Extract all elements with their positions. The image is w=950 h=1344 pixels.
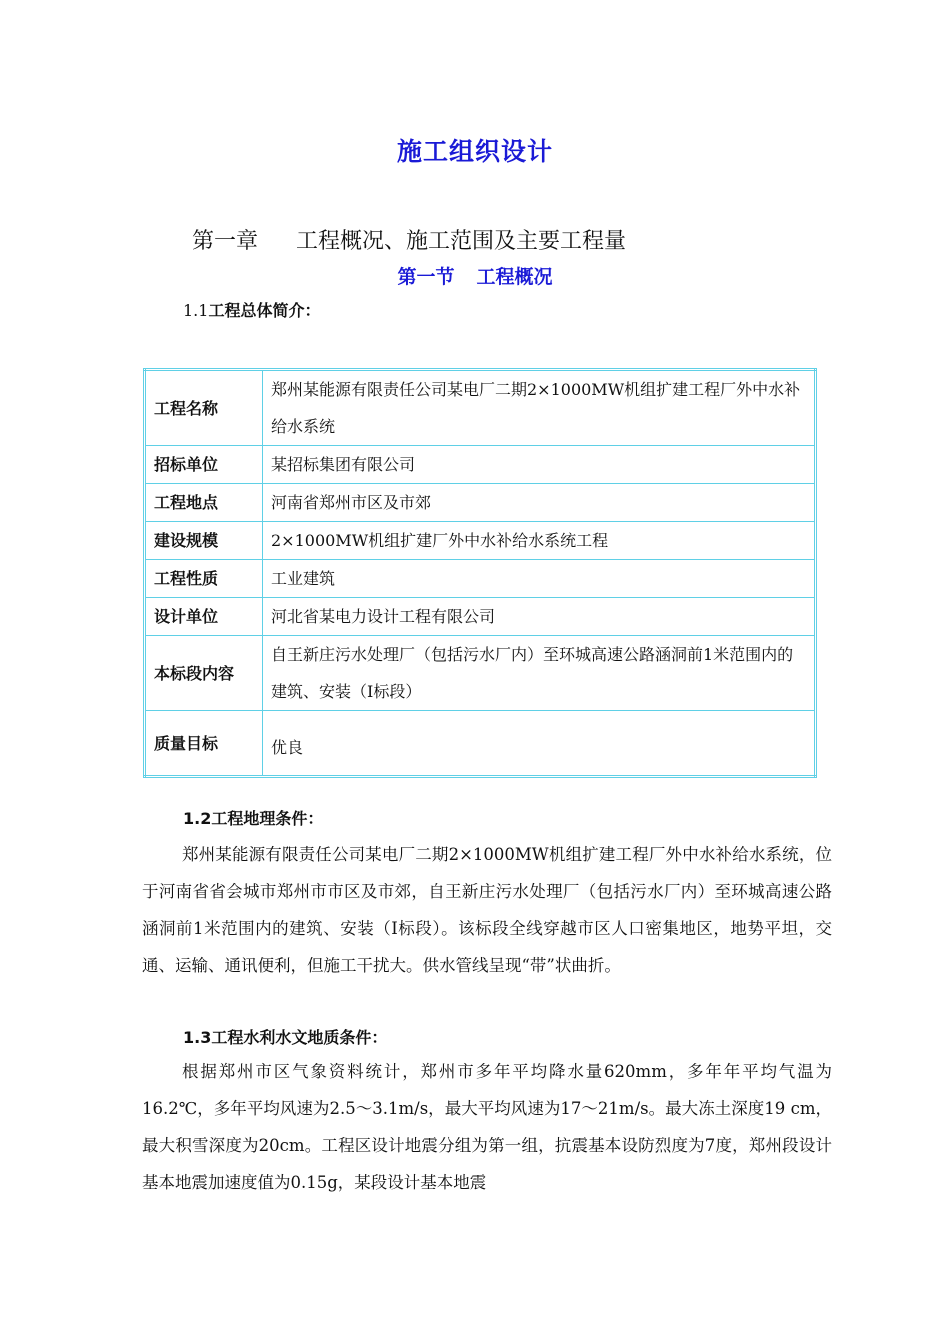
row-value: 郑州某能源有限责任公司某电厂二期2×1000MW机组扩建工程厂外中水补给水系统 (263, 370, 816, 446)
table-row (145, 711, 816, 777)
row-label: 设计单位 (145, 598, 263, 636)
row-value: 河北省某电力设计工程有限公司 (263, 598, 816, 636)
row-value: 2×1000MW机组扩建厂外中水补给水系统工程 (263, 522, 816, 560)
row-value: 某招标集团有限公司 (263, 446, 816, 484)
paragraph-hydrology: 根据郑州市区气象资料统计，郑州市多年平均降水量620mm，多年年平均气温为16.2℃，多年平均风速为2.5～3.1m/s，最大平均风速为17～21m/s。最大冻土深度19 cm，最大积雪深度为20cm。工程区设计地震分组为第一组，抗震基本设防烈度为7度，郑州段设计基本地震加速度值为0.15g，某段设计基本地震 (142, 1062, 832, 1192)
row-label: 工程性质 (145, 560, 263, 598)
subheading-title: 工程总体简介： (208, 301, 321, 320)
table-row (145, 484, 816, 522)
section-number: 第一节 (397, 266, 455, 288)
row-label: 工程地点 (145, 484, 263, 522)
table-row (145, 522, 816, 560)
table-row (145, 560, 816, 598)
chapter-heading (192, 224, 626, 255)
subheading-1-2 (183, 806, 323, 829)
row-label: 招标单位 (145, 446, 263, 484)
chapter-number: 第一章 (192, 229, 259, 254)
subheading-title: 工程地理条件： (211, 809, 324, 828)
subheading-1-1 (183, 298, 320, 321)
section-title: 工程概况 (476, 266, 553, 288)
row-label: 工程名称 (145, 370, 263, 446)
subheading-number: 1.2 (183, 809, 212, 828)
table-row (145, 370, 816, 446)
row-label: 质量目标 (145, 711, 263, 777)
paragraph-geography: 郑州某能源有限责任公司某电厂二期2×1000MW机组扩建工程厂外中水补给水系统，位于河南省省会城市郑州市市区及市郊，自王新庄污水处理厂（包括污水厂内）至环城高速公路涵洞前1米范围内的建筑、安装（Ⅰ标段）。该标段全线穿越市区人口密集地区，地势平坦，交通、运输、通讯便利，但施工干扰大。供水管线呈现“带”状曲折。 (142, 845, 832, 975)
subheading-title: 工程水利水文地质条件： (211, 1028, 388, 1047)
subheading-1-3 (183, 1025, 387, 1048)
section-heading (0, 262, 950, 289)
row-value: 河南省郑州市区及市郊 (263, 484, 816, 522)
project-info-table (143, 368, 817, 778)
row-value: 工业建筑 (263, 560, 816, 598)
row-label: 建设规模 (145, 522, 263, 560)
table-row (145, 598, 816, 636)
table-row (145, 636, 816, 711)
row-value: 自王新庄污水处理厂（包括污水厂内）至环城高速公路涵洞前1米范围内的建筑、安装（Ⅰ标段） (263, 636, 816, 711)
subheading-number: 1.3 (183, 1028, 212, 1047)
row-value: 优良 (263, 711, 816, 777)
chapter-title: 工程概况、施工范围及主要工程量 (296, 229, 627, 254)
row-label: 本标段内容 (145, 636, 263, 711)
table-row (145, 446, 816, 484)
document-title: 施工组织设计 (396, 137, 553, 166)
subheading-number: 1.1 (183, 301, 209, 320)
